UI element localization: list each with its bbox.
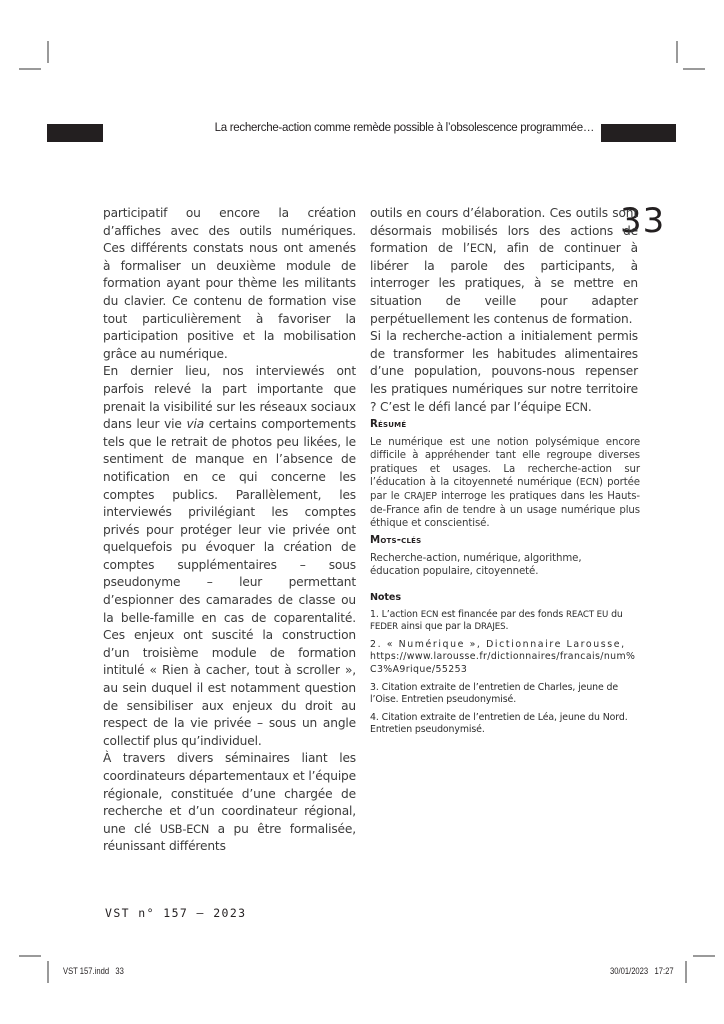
crop-mark-top-left-vertical: [47, 41, 49, 63]
acronym: REACT EU: [566, 609, 609, 620]
keywords-text: Recherche-action, numérique, algorithme, éducation populaire, citoyenneté.: [370, 552, 582, 578]
paragraph: [103, 750, 356, 856]
keywords-section: [370, 534, 640, 579]
summary-title: [370, 418, 640, 432]
summary-text-part: Le numérique est une notion polysémique encore difficile à appréhender tant elle regroupe diverses pratiques et usages. La recherche-action sur l’éducation à la citoyenneté numérique (: [370, 436, 640, 489]
crop-mark-bottom-right-horizontal: [693, 955, 715, 957]
note-4: 4. Citation extraite de l’entretien de Léa, jeune du Nord. Entretien pseudonymisé.: [370, 711, 628, 736]
crop-mark-top-left-horizontal: [19, 68, 41, 70]
paragraph-text: certains comportements tels que le retrait de photos peu likées, le sentiment de manque en l’absence de notification en ce qui concerne les comptes publics. Parallèlement, les interviewés privilégiant les comptes privés pour protéger leur vie privée ont quelquefois pu évoquer la création de comptes supplémentaires – sous pseudonyme – leur permettant d’espionner des camarades de classe ou la belle-famille en cas de coparentalité. Ces enjeux ont suscité la construction d’un troisième module de formation intitulé « Rien à cacher, tout à scroller », au sein duquel il est notamment question de sensibiliser aux enjeux du droit au respect de la vie privée – sous un angle collectif plus qu’individuel.: [103, 417, 356, 748]
paragraph-text: outils en cours d’élaboration. Ces outils sont désormais mobilisés lors des actions de formation de l’: [370, 206, 638, 256]
acronym: FEDER: [370, 622, 398, 633]
keywords-title-text: Mots-clés: [370, 535, 422, 546]
header-bar-left: [47, 124, 103, 142]
paragraph-text: a pu être formalisée, réunissant différents: [103, 821, 356, 854]
acronym: ECN: [579, 477, 599, 489]
note-text: .: [505, 621, 509, 633]
running-head: La recherche-action comme remède possible à l’obsolescence programmée…: [214, 120, 594, 134]
notes-title: Notes: [370, 592, 401, 603]
paragraph: [370, 328, 638, 416]
slug-filename: VST 157.indd 33: [63, 966, 124, 976]
body-column-left: [103, 205, 356, 856]
acronym: ECN: [469, 242, 493, 256]
acronym: USB-ECN: [159, 822, 210, 836]
crop-mark-bottom-right-vertical: [685, 961, 687, 983]
paragraph-text: .: [587, 399, 592, 414]
note-2: [370, 639, 640, 677]
header-bar-right: [601, 124, 676, 142]
summary-text-part: ) portée par le: [370, 477, 640, 502]
paragraph-text: À travers divers séminaires liant les coordinateurs départementaux et l’équipe régionale, constituée d’une chargée de recherche et d’un coordinateur régional, une clé: [103, 751, 356, 836]
note-text: ainsi que par la: [398, 621, 475, 633]
paragraph: [103, 205, 356, 363]
notes-section: [370, 592, 640, 742]
page-number: 33: [620, 201, 666, 241]
paragraph: [103, 363, 356, 750]
paragraph-text: , afin de continuer à libérer la parole des participants, à interroger les pratiques, à se mettre en situation de veille pour adapter perpétuellement les contenus de formation.: [370, 241, 638, 326]
note-text: est financée par des fonds: [438, 608, 566, 620]
crop-mark-bottom-left-vertical: [47, 961, 49, 983]
acronym: ECN: [420, 609, 439, 620]
paragraph-text: participatif ou encore la création d’affiches avec des outils numériques. Ces différents constats nous ont amenés à formaliser un deuxième module de formation ayant pour thème les militants du clavier. Ce contenu de formation vise tout particulièrement à favoriser la participation positive et la mobilisation grâce au numérique.: [103, 206, 356, 361]
note-1: [370, 609, 640, 634]
paragraph-text: En dernier lieu, nos interviewés ont parfois relevé la part importante que prenait la visibilité sur les réseaux sociaux dans leur vie: [103, 364, 356, 432]
note-url-link[interactable]: https://www.larousse.fr/dictionnaires/francais/num%C3%A9rique/55253: [370, 651, 636, 675]
acronym: CRAJEP: [403, 490, 437, 502]
note-text: 1. L’action: [370, 608, 421, 620]
acronym: DRAJES: [474, 622, 506, 633]
italic-term: via: [186, 417, 205, 432]
crop-mark-top-right-horizontal: [683, 68, 705, 70]
summary-section: [370, 418, 640, 531]
issue-footer: VST n° 157 – 2023: [105, 906, 247, 920]
keywords-title: [370, 534, 640, 548]
slug-date: 30/01/2023 17:27: [610, 966, 674, 976]
acronym: ECN: [564, 400, 588, 414]
paragraph: [370, 205, 638, 328]
crop-mark-top-right-vertical: [676, 41, 678, 63]
note-text: du: [608, 608, 623, 620]
summary-text-part: interroge les pratiques dans les Hauts-de-France afin de tendre à un usage numérique plus éthique et conscientisé.: [370, 490, 641, 530]
paragraph-text: Si la recherche-action a initialement permis de transformer les habitudes alimentaires d’une population, pouvons-nous repenser les pratiques numériques sur notre territoire ? C’est le défi lancé par l’équipe: [370, 329, 638, 414]
summary-text: [370, 436, 640, 531]
note-3: 3. Citation extraite de l’entretien de Charles, jeune de l’Oise. Entretien pseudonymisé.: [370, 681, 619, 706]
note-text: 2. « Numérique », Dictionnaire Larousse,: [370, 638, 626, 650]
body-column-right: [370, 205, 638, 416]
crop-mark-bottom-left-horizontal: [19, 955, 41, 957]
summary-title-text: Résumé: [370, 419, 407, 430]
